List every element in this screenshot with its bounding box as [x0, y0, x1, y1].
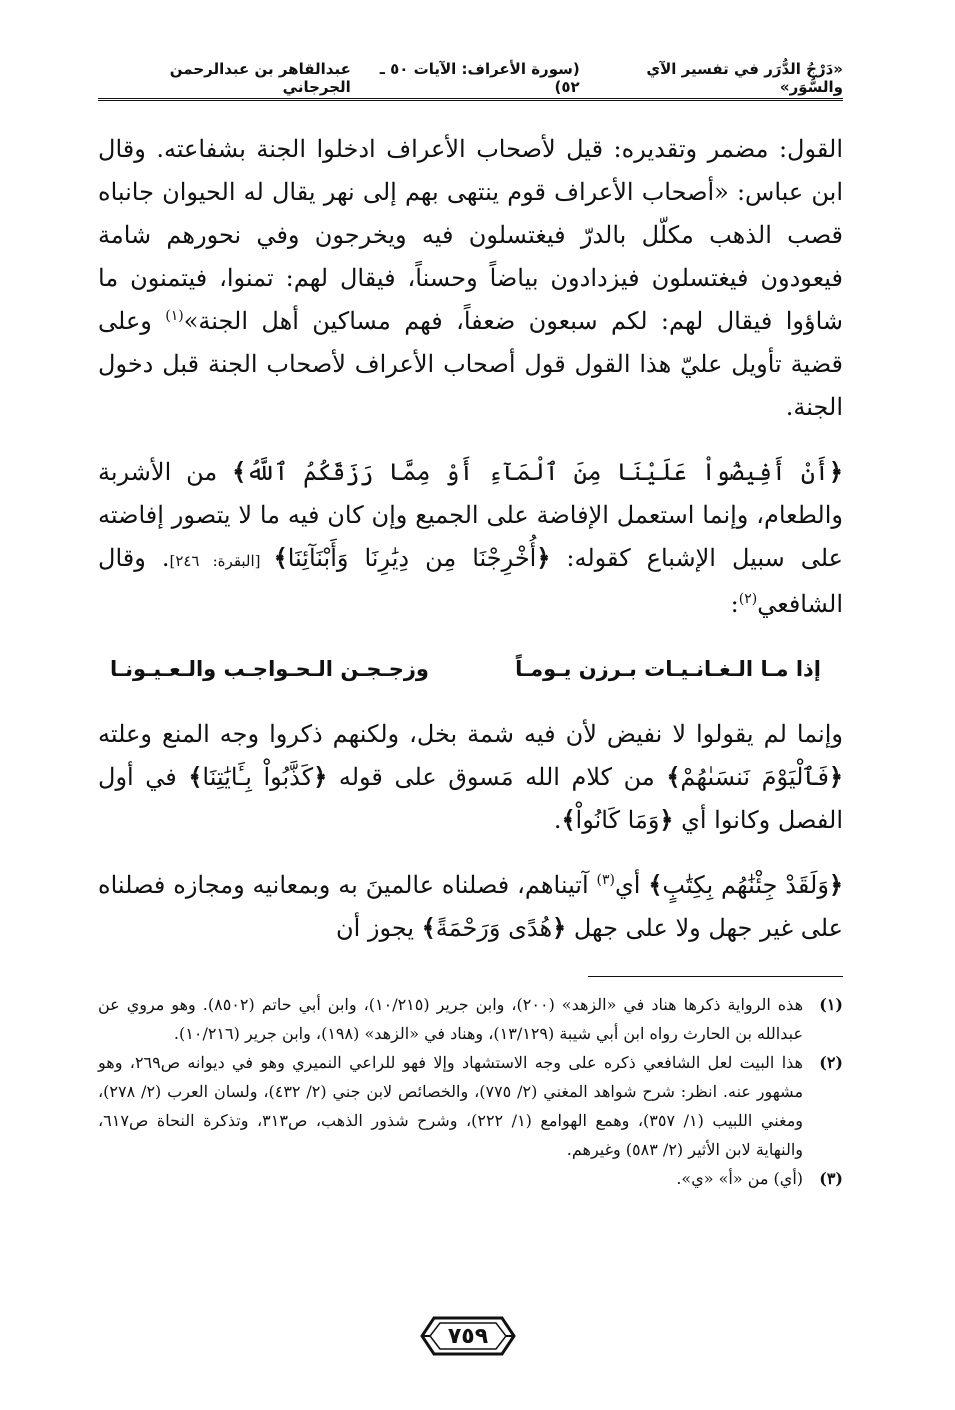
paragraph-1-text: القول: مضمر وتقديره: قيل لأصحاب الأعراف ادخلوا الجنة بشفاعته. وقال ابن عباس: «أصحاب الأعراف قوم ينتهى بهم إلى نهر يقال له الحيوان جانباه قصب الذهب مكلّل بالدرّ فيغتسلون فيه ويخرجون وفي نحورهم شامة فيعودون فيغتسلون فيزدادون بياضاً وحسناً، فيقال لهم: تمنوا، فيتمنون ما شاؤوا فيقال لهم: لكم سبعون ضعفاً، فهم مساكين أهل الجنة» — [98, 135, 844, 335]
quran-open-bracket: ﴿ — [828, 763, 844, 791]
paragraph-4-text: آتيناهم، فصلناه عالمينَ به وبمعانيه ومجازه فصلناه على غير جهل ولا على جهل — [98, 871, 843, 942]
header-rule — [98, 98, 843, 101]
paragraph-2-text: . وقال الشافعي — [98, 544, 843, 618]
quran-open-bracket: ﴿ — [313, 763, 328, 791]
paragraph-2-text: من الأشربة والطعام، وإنما استعمل الإفاضة على الجميع وإن كان فيه ما لا يتصور إفاضته على سبيل الإشباع كقوله: — [98, 458, 844, 572]
footnote-text: (أي) من «أ» «ي». — [676, 1169, 803, 1188]
quran-open-bracket: ﴿ — [552, 914, 567, 942]
quran-open-bracket: ﴿ — [659, 806, 674, 834]
author-name: عبدالقاهر بن عبدالرحمن الجرجاني — [169, 60, 351, 96]
footnote-1 — [98, 990, 843, 1048]
footnote-number: (١) — [819, 995, 843, 1014]
book-title: «دَرْجُ الدُّرَر في تفسير الآي والسُّوَر» — [646, 60, 843, 96]
verse-reference: [البقرة: ٢٤٦] — [169, 552, 274, 570]
quran-close-bracket: ﴾ — [561, 806, 576, 834]
page-number-ornament — [420, 1312, 516, 1360]
surah-range: (سورة الأعراف: الآيات ٥٠ ـ ٥٢) — [379, 60, 580, 96]
footnote-separator — [588, 976, 843, 977]
footnote-ref-1: (١) — [165, 308, 184, 324]
quran-open-bracket: ﴿ — [828, 458, 844, 486]
quran-quote: فَٱلْيَوْمَ نَنسَىٰهُمْ — [680, 763, 829, 791]
verse-second-hemistich: وزجـجـن الـحـواجـب والـعـيـونـا — [110, 657, 429, 681]
quran-close-bracket: ﴾ — [232, 458, 247, 486]
footnote-ref-2: (٢) — [738, 591, 758, 607]
paragraph-4-text: أي — [615, 871, 649, 899]
quran-close-bracket: ﴾ — [273, 544, 288, 572]
footnotes — [98, 990, 843, 1193]
quran-quote: هُدًى وَرَحْمَةً — [435, 914, 553, 942]
footnote-text: هذا البيت لعل الشافعي ذكره على وجه الاستشهاد وإلا فهو للراعي النميري وهو في ديوانه ص٢٦٩، وهو مشهور عنه. انظر: شرح شواهد المغني (٢/ ٧٧٥)، والخصائص لابن جني (٢/ ٤٣٢)، ولسان العرب (٢/ ٢٧٨)، ومغني اللبيب (١/ ٣٥٧)، وهمع الهوامع (١/ ٢٢٢)، وشرح شذور الذهب، ص٣١٣، وتذكرة النحاة ص٦١٧، والنهاية لابن الأثير (٢/ ٥٨٣) وغيرهم. — [98, 1053, 804, 1159]
quran-quote: كَذَّبُواْ بِـَٔايَٰتِنَا — [202, 763, 314, 791]
footnote-number: (٣) — [819, 1169, 843, 1188]
paragraph-1 — [98, 128, 843, 429]
quran-open-bracket: ﴿ — [828, 871, 843, 899]
footnote-3 — [98, 1164, 843, 1193]
paragraph-4 — [98, 864, 843, 950]
paragraph-3-text: وإنما لم يقولوا لا نفيض لأن فيه شمة بخل، ولكنهم ذكروا وجه المنع وعلته — [98, 720, 843, 748]
poetry-verse — [110, 648, 821, 691]
verse-first-hemistich: إذا مـا الـغـانـيـات بـرزن يـومـاً — [515, 657, 821, 681]
paragraph-3-text: في أول الفصل وكانوا أي — [98, 763, 843, 834]
quran-quote: أُخْرِجْنَا مِن دِيَٰرِنَا وَأَبْنَآئِنَا — [287, 544, 537, 572]
quran-quote: وَلَقَدْ جِئْنَٰهُم بِكِتَٰبٍ — [662, 871, 829, 899]
quran-open-bracket: ﴿ — [536, 544, 551, 572]
quran-quote: أَنْ أَفِيضُواْ عَلَيْنَا مِنَ ٱلْمَآءِ أَوْ مِمَّا رَزَقَكُمُ ٱللَّهُ — [246, 458, 829, 486]
footnote-text: هذه الرواية ذكرها هناد في «الزهد» (٢٠٠)، وابن جرير (١٠/٢١٥)، وابن أبي حاتم (٨٥٠٢). وهو مروي عن عبدالله بن الحارث رواه ابن أبي شيبة (١٣/١٢٩)، وهناد في «الزهد» (١٩٨)، وابن جرير (١٠/٢١٦). — [98, 995, 803, 1043]
paragraph-1-tail: وعلى قضية تأويل عليّ هذا القول قول أصحاب الأعراف لأصحاب الجنة قبل دخول الجنة. — [98, 307, 843, 421]
quran-close-bracket: ﴾ — [188, 763, 203, 791]
paragraph-3-text: من كلام الله مَسوق على قوله — [327, 763, 667, 791]
paragraph-4-text: يجوز أن — [335, 914, 422, 942]
quran-quote: وَمَا كَانُواْ — [575, 806, 660, 834]
footnote-2 — [98, 1048, 843, 1164]
main-text — [98, 128, 843, 950]
footnote-number: (٢) — [819, 1053, 843, 1072]
paragraph-3-text: . — [553, 806, 562, 834]
running-header — [98, 60, 843, 96]
page-number: ٧٥٩ — [447, 1323, 489, 1349]
quran-close-bracket: ﴾ — [666, 763, 681, 791]
paragraph-2 — [98, 451, 843, 626]
paragraph-2-text: : — [730, 590, 739, 618]
quran-close-bracket: ﴾ — [648, 871, 663, 899]
quran-close-bracket: ﴾ — [421, 914, 436, 942]
footnote-ref-3: (٣) — [596, 872, 616, 888]
paragraph-3 — [98, 713, 843, 842]
